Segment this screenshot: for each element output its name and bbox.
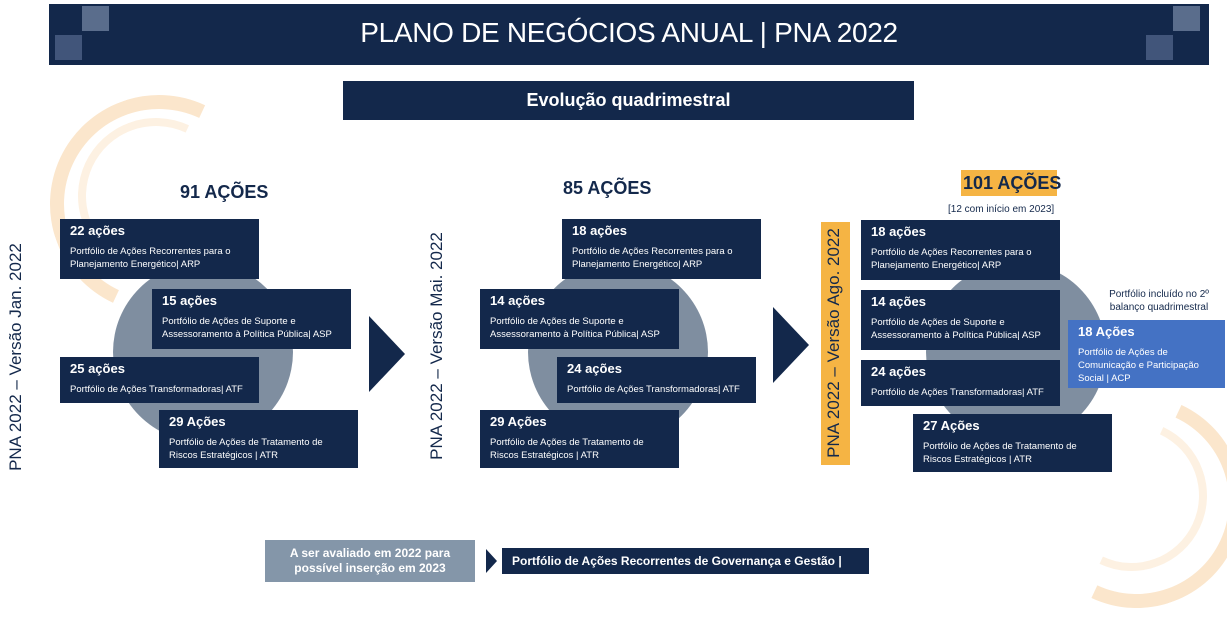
portfolio-description: Portfólio de Ações Recorrentes para o Planejamento Energético| ARP [572, 246, 733, 270]
portfolio-box-arp [60, 219, 259, 279]
portfolio-box-atf [557, 357, 756, 403]
portfolio-box-atf [861, 360, 1060, 406]
total-actions-ago: 101 AÇÕES [963, 173, 1062, 193]
arg-portfolio-box [502, 548, 869, 594]
action-count: 25 ações [70, 361, 125, 376]
portfolio-box-atr [480, 410, 679, 468]
total-actions-mai: 85 AÇÕES [563, 178, 652, 198]
portfolio-description: Portfólio de Ações de Tratamento de Riscos Estratégicos | ATR [490, 437, 644, 461]
portfolio-box-arp [562, 219, 761, 279]
portfolio-box-asp [152, 289, 351, 349]
portfolio-description: Portfólio de Ações de Suporte e Assessoramento à Política Pública| ASP [871, 317, 1041, 341]
arrow-right-icon [773, 307, 809, 383]
portfolio-box-atr [159, 410, 358, 468]
new-portfolio-note: Portfólio incluído no 2º balanço quadrimestral [1109, 289, 1209, 313]
arrow-right-icon [369, 316, 405, 392]
portfolio-description: Portfólio de Ações de Suporte e Assessoramento à Política Pública| ASP [162, 316, 332, 340]
pending-evaluation-text: A ser avaliado em 2022 para possível inserção em 2023 [289, 546, 451, 575]
action-count: 22 ações [70, 223, 125, 238]
portfolio-box-arp [861, 220, 1060, 280]
action-count: 24 ações [567, 361, 622, 376]
arg-portfolio-text: Portfólio de Ações Recorrentes de Governança e Gestão | ARG [512, 554, 842, 594]
portfolio-box-asp [480, 289, 679, 349]
portfolio-description: Portfólio de Ações de Tratamento de Riscos Estratégicos | ATR [923, 441, 1077, 465]
action-count: 14 ações [490, 293, 545, 308]
portfolio-description: Portfólio de Ações Recorrentes para o Planejamento Energético| ARP [871, 247, 1032, 271]
portfolio-description: Portfólio de Ações de Tratamento de Riscos Estratégicos | ATR [169, 437, 323, 461]
portfolio-description: Portfólio de Ações Transformadoras| ATF [567, 384, 740, 395]
page-title: PLANO DE NEGÓCIOS ANUAL | PNA 2022 [360, 17, 898, 48]
portfolio-box-acp [1068, 320, 1225, 388]
action-count: 29 Ações [169, 414, 226, 429]
total-actions-jan: 91 AÇÕES [180, 182, 269, 202]
action-count: 14 ações [871, 294, 926, 309]
action-count: 15 ações [162, 293, 217, 308]
small-arrow-icon [486, 549, 497, 573]
version-label-mai: PNA 2022 – Versão Mai. 2022 [427, 232, 446, 460]
portfolio-box-atr [913, 414, 1112, 472]
action-count: 18 ações [572, 223, 627, 238]
version-label-ago: PNA 2022 – Versão Ago. 2022 [824, 228, 843, 458]
action-count: 18 ações [871, 224, 926, 239]
portfolio-description: Portfólio de Ações Transformadoras| ATF [871, 387, 1044, 398]
action-count: 27 Ações [923, 418, 980, 433]
portfolio-description: Portfólio de Ações de Suporte e Assessoramento à Política Pública| ASP [490, 316, 660, 340]
pending-evaluation-box [265, 540, 475, 582]
action-count: 29 Ações [490, 414, 547, 429]
action-count: 18 Ações [1078, 324, 1135, 339]
portfolio-box-atf [60, 357, 259, 403]
action-count: 24 ações [871, 364, 926, 379]
portfolio-description: Portfólio de Ações de Comunicação e Participação Social | ACP [1078, 347, 1199, 384]
portfolio-box-asp [861, 290, 1060, 350]
version-label-jan: PNA 2022 – Versão Jan. 2022 [6, 243, 25, 471]
total-actions-note: [12 com início em 2023] [948, 204, 1055, 215]
portfolio-description: Portfólio de Ações Transformadoras| ATF [70, 384, 243, 395]
portfolio-description: Portfólio de Ações Recorrentes para o Planejamento Energético| ARP [70, 246, 231, 270]
subheader-title: Evolução quadrimestral [343, 81, 914, 120]
header-banner [49, 4, 1209, 65]
